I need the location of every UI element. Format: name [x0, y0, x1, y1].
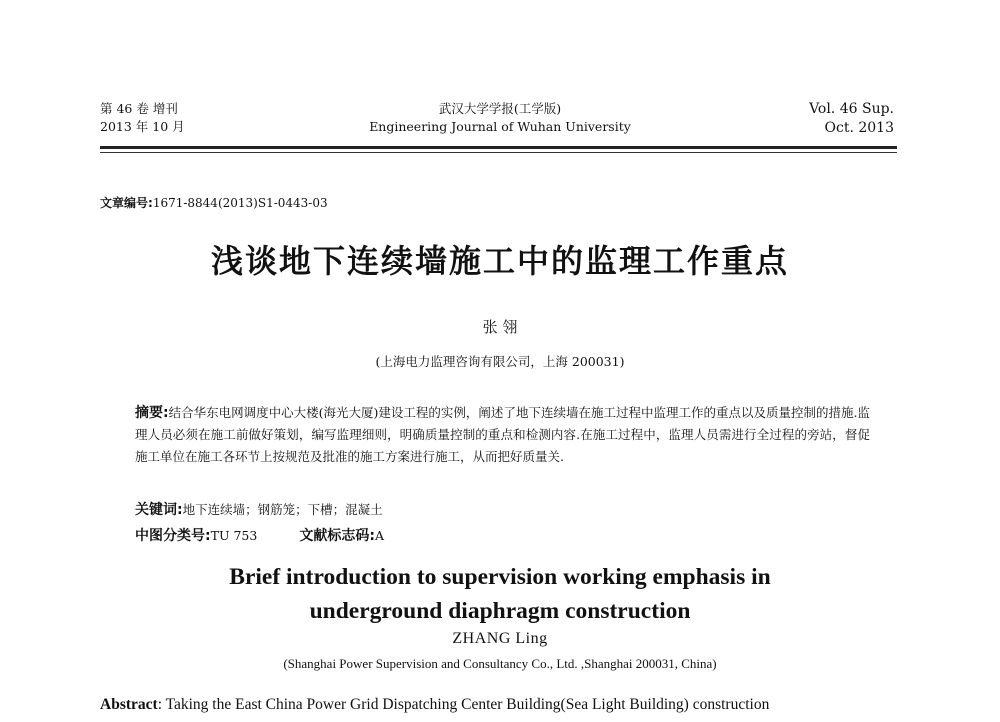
doc-code-label: 文献标志码:: [299, 528, 375, 544]
author-en: ZHANG Ling: [452, 630, 548, 647]
abstract-en-label: Abstract: [100, 696, 158, 713]
keywords-cn-label: 关键词:: [135, 502, 183, 518]
article-number-label: 文章编号:: [100, 196, 153, 210]
doc-code-value: A: [374, 528, 384, 543]
header-rule-thin: [100, 152, 897, 153]
keywords-cn: [135, 499, 383, 519]
abstract-cn: [135, 402, 870, 468]
abstract-en: [100, 690, 900, 720]
title-en-line1: Brief introduction to supervision working emphasis in: [229, 564, 771, 590]
date-cn: 2013 年 10 月: [100, 119, 185, 134]
affiliation-cn: (上海电力监理咨询有限公司，上海 200031): [375, 354, 625, 369]
header-journal: [300, 100, 700, 136]
volume-cn: 第 46 卷 增刊: [100, 101, 178, 116]
classification-line: [135, 525, 384, 545]
keywords-cn-text: 地下连续墙；钢筋笼；下槽；混凝土: [182, 502, 383, 517]
title-en: [0, 560, 1000, 628]
volume-en: Vol. 46 Sup.: [809, 101, 894, 117]
abstract-en-text: : Taking the East China Power Grid Dispatching Center Building(Sea Light Building) construction: [157, 696, 770, 713]
abstract-cn-text: 结合华东电网调度中心大楼(海光大厦)建设工程的实例，阐述了地下连续墙在施工过程中监理工作的重点以及质量控制的措施.监理人员必须在施工前做好策划，编写监理细则，明确质量控制的重点和检测内容.在施工过程中，监理人员需进行全过程的旁站，督促施工单位在施工各环节上按规范及批准的施工方案进行施工，从而把好质量关.: [135, 405, 870, 464]
affiliation-en: (Shanghai Power Supervision and Consultancy Co., Ltd. ,Shanghai 200031, China): [283, 656, 717, 671]
header-volume-cn: [100, 100, 185, 136]
journal-name-en: Engineering Journal of Wuhan University: [369, 119, 631, 134]
article-number: [100, 194, 328, 211]
header-volume-en: [809, 100, 894, 138]
author-cn: 张 翎: [482, 318, 518, 336]
title-en-line2: underground diaphragm construction: [309, 598, 691, 624]
clc-value: TU 753: [210, 528, 258, 543]
abstract-cn-label: 摘要:: [135, 405, 169, 421]
journal-name-cn: 武汉大学学报(工学版): [438, 101, 562, 116]
article-number-value: 1671-8844(2013)S1-0443-03: [152, 196, 328, 210]
date-en: Oct. 2013: [824, 120, 894, 136]
title-cn: 浅谈地下连续墙施工中的监理工作重点: [210, 242, 789, 280]
header-rule-thick: [100, 146, 897, 149]
clc-label: 中图分类号:: [135, 528, 211, 544]
